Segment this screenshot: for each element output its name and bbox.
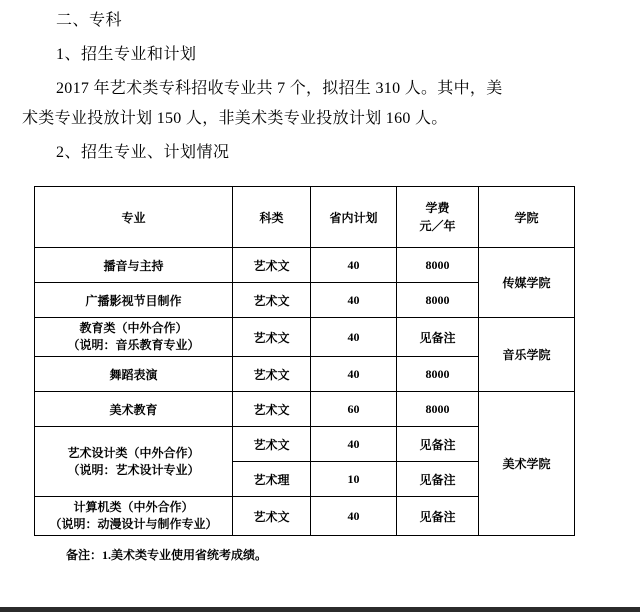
cell-quota: 40	[311, 357, 397, 392]
table-note: 备注：1.美术类专业使用省统考成绩。	[66, 548, 268, 562]
cell-subject: 艺术文	[233, 392, 311, 427]
paragraph-line-1: 2017 年艺术类专科招收专业共 7 个，拟招生 310 人。其中，美	[56, 80, 503, 97]
paragraph-line-2: 术类专业投放计划 150 人，非美术类专业投放计划 160 人。	[22, 110, 448, 127]
cell-quota: 40	[311, 497, 397, 536]
cell-fee: 8000	[397, 283, 479, 318]
bottom-bar	[0, 607, 640, 612]
cell-college: 美术学院	[479, 392, 575, 536]
cell-college: 传媒学院	[479, 248, 575, 318]
header-fee-line1: 学费	[425, 201, 450, 215]
paragraph-plan-summary	[22, 74, 618, 134]
cell-subject: 艺术文	[233, 283, 311, 318]
cell-major-line1: 艺术设计类（中外合作）	[67, 445, 200, 460]
cell-subject: 艺术文	[233, 357, 311, 392]
cell-major-line2: （说明：动漫设计与制作专业）	[49, 517, 218, 531]
table-row	[35, 248, 575, 283]
cell-quota: 40	[311, 283, 397, 318]
header-major: 专业	[35, 187, 233, 248]
cell-fee: 8000	[397, 248, 479, 283]
header-subject: 科类	[233, 187, 311, 248]
subheading-admission-plan: 1、招生专业和计划	[56, 46, 197, 63]
cell-quota: 40	[311, 318, 397, 357]
cell-subject: 艺术理	[233, 462, 311, 497]
cell-major-line1: 计算机类（中外合作）	[73, 500, 194, 514]
cell-major	[35, 427, 233, 497]
cell-fee: 见备注	[397, 427, 479, 462]
cell-subject: 艺术文	[233, 497, 311, 536]
cell-major: 播音与主持	[35, 248, 233, 283]
table-header-row	[35, 187, 575, 248]
cell-subject: 艺术文	[233, 248, 311, 283]
cell-major	[35, 318, 233, 357]
header-fee-line2: 元／年	[419, 219, 456, 233]
cell-major: 广播影视节目制作	[35, 283, 233, 318]
cell-major-line2: （说明：艺术设计专业）	[67, 462, 200, 477]
header-quota: 省内计划	[311, 187, 397, 248]
cell-subject: 艺术文	[233, 318, 311, 357]
cell-fee: 见备注	[397, 497, 479, 536]
cell-subject: 艺术文	[233, 427, 311, 462]
cell-fee: 8000	[397, 357, 479, 392]
cell-fee: 见备注	[397, 462, 479, 497]
cell-fee: 8000	[397, 392, 479, 427]
cell-quota: 10	[311, 462, 397, 497]
cell-major-line1: 教育类（中外合作）	[79, 321, 188, 335]
cell-quota: 60	[311, 392, 397, 427]
subheading-plan-table: 2、招生专业、计划情况	[56, 144, 230, 161]
document-page	[0, 6, 640, 612]
cell-quota: 40	[311, 427, 397, 462]
cell-major-line2: （说明：音乐教育专业）	[67, 338, 200, 352]
cell-major: 舞蹈表演	[35, 357, 233, 392]
cell-major: 美术教育	[35, 392, 233, 427]
cell-major	[35, 497, 233, 536]
header-college: 学院	[479, 187, 575, 248]
cell-quota: 40	[311, 248, 397, 283]
header-fee	[397, 187, 479, 248]
cell-fee: 见备注	[397, 318, 479, 357]
section-heading: 二、专科	[56, 12, 123, 29]
table-row	[35, 318, 575, 357]
table-row	[35, 392, 575, 427]
admission-plan-table	[34, 186, 575, 536]
cell-college: 音乐学院	[479, 318, 575, 392]
